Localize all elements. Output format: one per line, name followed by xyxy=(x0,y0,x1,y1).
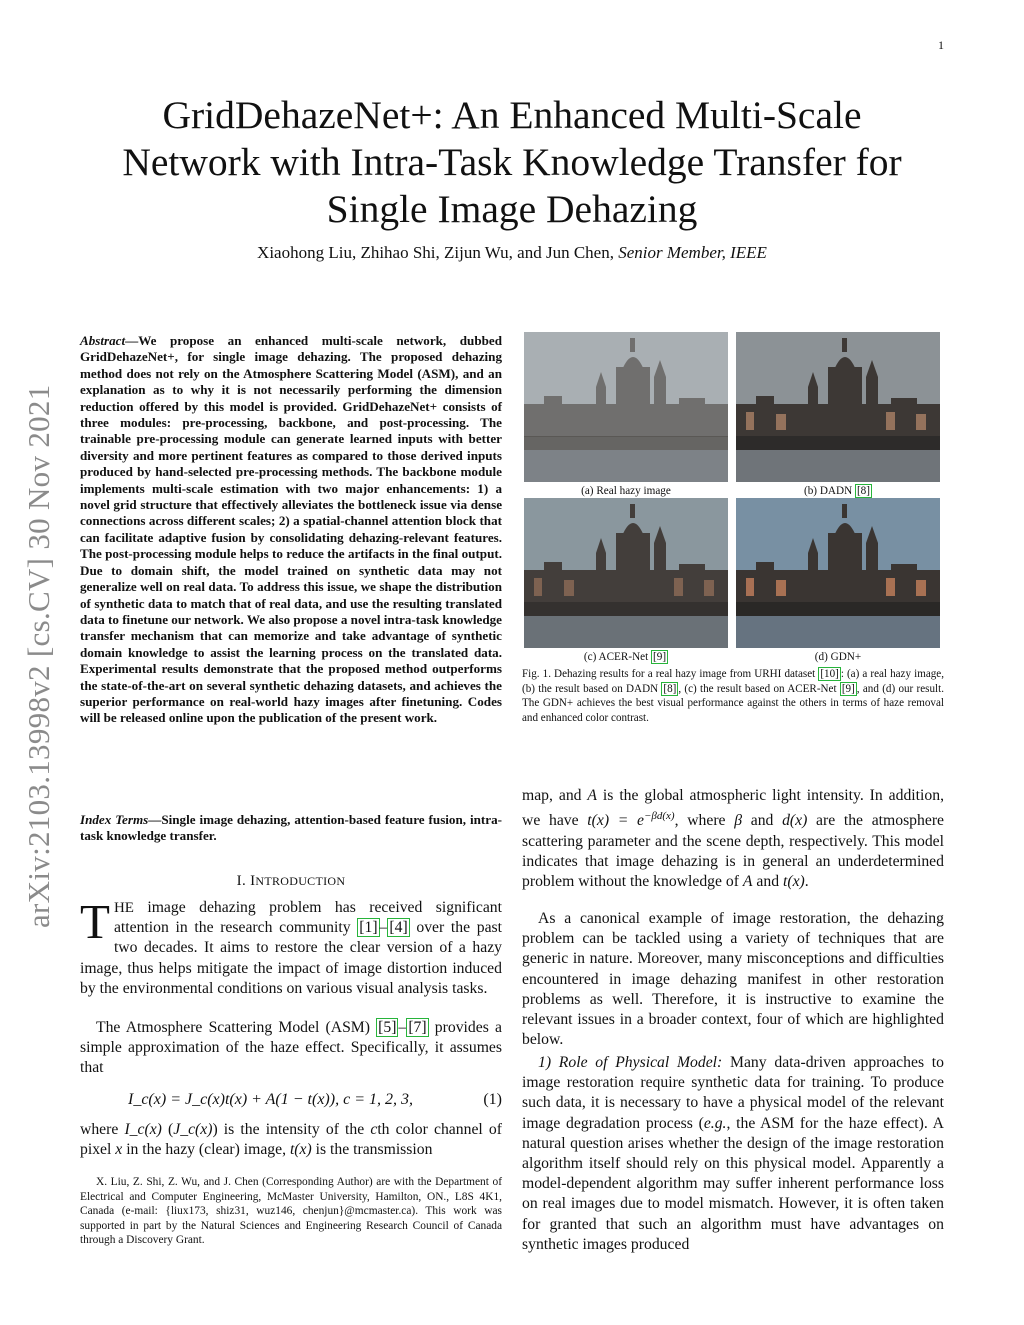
body-text: As a canonical example of image restoration, the dehazing problem can be tackled using a variety of techniques that are generic in nature. Moreover, many misconceptions and difficulties encountered in image dehazing manifest in other restoration problems as well. Therefore, it is instructive to examine the relevant issues in a broader context, four of which are highlighted below. xyxy=(522,910,944,1049)
dadn-result-image xyxy=(736,332,940,482)
intro-text: provides a simple approximation of the haze effect. Specifically, it assumes that xyxy=(80,1019,502,1077)
hazy-image xyxy=(524,332,728,482)
body-text: and xyxy=(742,812,783,830)
gdn-plus-result-image xyxy=(736,498,940,648)
section-cap: I xyxy=(250,873,256,889)
author-list xyxy=(80,243,944,263)
body-text: , where xyxy=(674,812,735,830)
figure-caption xyxy=(522,667,944,725)
dash: – xyxy=(379,919,388,937)
math-inline: J_c(x) xyxy=(173,1121,213,1138)
math-inline: t(x) xyxy=(782,873,805,891)
citation-link[interactable]: [8] xyxy=(663,682,677,695)
math-inline: t(x) xyxy=(289,1141,312,1159)
panel-label xyxy=(524,651,728,663)
intro-text: ( xyxy=(161,1121,174,1138)
intro-text: in the hazy (clear) image, xyxy=(122,1141,290,1159)
caption-text: , (c) the result based on ACER-Net xyxy=(678,682,840,695)
footnote: X. Liu, Z. Shi, Z. Wu, and J. Chen (Corresponding Author) are with the Department of Electrical and Computer Engineering, McMaster University, Hamilton, ON., L8S 4K1, Canada (e-mail: {liux173, shiz31, wuz146, chenjun}@mcmaster.ca). This work was supported in part by the Natural Sciences and Engineering Research Council of Canada through a Discovery Grant. xyxy=(80,1176,502,1247)
citation-link[interactable]: [9] xyxy=(841,682,855,695)
intro-paragraph-1 xyxy=(80,894,503,999)
section-numeral: I. xyxy=(236,873,251,889)
body-text-italic: e.g. xyxy=(703,1114,727,1132)
citation-link[interactable]: [10] xyxy=(820,668,839,680)
panel-label xyxy=(736,485,940,497)
title-line: GridDehazeNet+: An Enhanced Multi-Scale xyxy=(162,93,862,137)
drop-cap: T xyxy=(80,894,110,949)
panel-label-text: (b) DADN xyxy=(803,485,855,497)
right-paragraph-1 xyxy=(522,786,944,892)
intro-text: where xyxy=(80,1121,125,1138)
math-inline: t(x) = e xyxy=(587,812,644,830)
citation-link[interactable]: [1] xyxy=(359,919,378,937)
body-text: is the global atmospheric light intensity. In addition, we have xyxy=(522,787,944,830)
intro-text: ) is the intensity of the xyxy=(212,1121,371,1138)
math-inline: x xyxy=(115,1141,123,1159)
body-text: map, and xyxy=(522,787,588,804)
author-names: Xiaohong Liu, Zhihao Shi, Zijun Wu, and Jun Chen, xyxy=(257,243,614,262)
section-rest: NTRODUCTION xyxy=(255,874,346,888)
citation-link[interactable]: [8] xyxy=(856,485,870,497)
equation-body: I_c(x) = J_c(x)t(x) + A(1 − t(x)), c = 1, 2, 3, xyxy=(128,1091,413,1108)
abstract xyxy=(80,333,502,727)
equation-number: (1) xyxy=(483,1091,502,1108)
intro-paragraph-3 xyxy=(80,1120,502,1160)
citation-link[interactable]: [7] xyxy=(408,1019,427,1036)
caption-text: Fig. 1. Dehazing results for a real hazy image from URHI dataset xyxy=(522,668,819,680)
subsection-heading: 1) Role of Physical Model: xyxy=(538,1054,723,1071)
paper-title xyxy=(80,92,944,233)
math-inline: d(x) xyxy=(782,812,808,830)
page-number: 1 xyxy=(938,38,944,52)
equation-1 xyxy=(80,1091,502,1113)
body-text: . xyxy=(804,873,809,891)
dash: – xyxy=(398,1019,407,1036)
abstract-lead: Abstract xyxy=(80,333,126,348)
abstract-text: —We propose an enhanced multi-scale network, dubbed GridDehazeNet+, for single image dehazing. The proposed dehazing method does not rely on the Atmosphere Scattering Model (ASM), and an explanation as to why it is not necessarily performing the dimension reduction offered by this model is provided. GridDehazeNet+ consists of three modules: pre-processing, backbone, and post-processing. The trainable pre-processing module can generate learned inputs with better diversity and more pertinent features as compared to those derived inputs produced by hand-selected pre-processing methods. The backbone module implements multi-scale estimation with two major enhancements: 1) a novel grid structure that effectively alleviates the bottleneck issue via dense connections across different scales; 2) a spatial-channel attention block that can facilitate adaptive fusion by consolidating dehazing-relevant features. The post-processing module helps to reduce the artifacts in the final output. Due to domain shift, the model trained on synthetic data may not generalize well on real data. To address this issue, we shape the distribution of synthetic data to match that of real data, and use the resulting translated data to finetune our network. We also propose a novel intra-task knowledge transfer mechanism that can memorize and take advantage of synthetic domain knowledge to assist the learning process on the translated data. Experimental results demonstrate that the proposed method outperforms the state-of-the-art on several synthetic dehazing datasets, and achieves the superior performance on real-world hazy images after finetuning. Codes will be released online upon the publication of the present work. xyxy=(80,333,502,726)
right-paragraph-3 xyxy=(522,1053,944,1255)
intro-text: th color channel of pixel xyxy=(80,1121,502,1159)
figure-1 xyxy=(522,332,944,662)
intro-text: over the past two decades. It aims to restore the clear version of a hazy image, thus helps mitigate the impact of image distortion induced by the environmental conditions on various visual analysis tasks. xyxy=(80,919,503,997)
citation-link[interactable]: [5] xyxy=(378,1019,397,1036)
math-inline: I_c(x) xyxy=(124,1121,162,1138)
section-heading xyxy=(80,873,502,890)
math-inline: A xyxy=(587,787,598,804)
title-line: Network with Intra-Task Knowledge Transfer for xyxy=(122,140,902,184)
math-inline: c xyxy=(370,1121,378,1138)
panel-label xyxy=(736,651,940,663)
intro-text: is the transmission xyxy=(311,1141,433,1159)
intro-paragraph-2 xyxy=(80,1018,502,1079)
citation-link[interactable]: [4] xyxy=(389,919,408,937)
body-text: and xyxy=(752,873,783,891)
panel-label-text: (d) GDN+ xyxy=(814,651,862,663)
arxiv-identifier[interactable]: arXiv:2103.13998v2 [cs.CV] 30 Nov 2021 xyxy=(21,384,56,928)
body-text: , the ASM for the haze effect). A natural question arises whether the design of the image restoration algorithm itself should rely on this physical model. Apparently a model-dependent algorithm may suffer inherent performance loss on real images due to model mismatch. However, it is often taken for granted that such an algorithm must have advantages on synthetic images produced xyxy=(522,1114,944,1253)
right-paragraph-2 xyxy=(522,909,944,1050)
panel-label-text: (c) ACER-Net xyxy=(583,651,652,663)
acer-net-result-image xyxy=(524,498,728,648)
intro-cap-word: HE xyxy=(113,900,134,916)
caption-text: : (a) a real hazy image, (b) the result based on DADN xyxy=(522,668,944,695)
index-terms-text: —Single image dehazing, attention-based feature fusion, intra-task knowledge transfer. xyxy=(80,812,502,844)
math-superscript: −βd(x) xyxy=(643,810,675,823)
index-terms xyxy=(80,812,502,845)
panel-label xyxy=(524,485,728,497)
body-text: Many data-driven approaches to image restoration require synthetic data for training. To produce such data, it is necessary to have a physical model of the relevant image degradation process ( xyxy=(522,1054,944,1132)
citation-link[interactable]: [9] xyxy=(653,651,667,663)
math-inline: A xyxy=(742,873,753,891)
body-text: are the atmosphere scattering parameter and the scene depth, respectively. This model indicates that image dehazing is in general an underdetermined problem without the knowledge of xyxy=(522,812,945,891)
author-affiliation: Senior Member, IEEE xyxy=(618,243,767,262)
caption-text: , and (d) our result. The GDN+ achieves the best visual performance against the others in terms of haze removal and enhanced color contrast. xyxy=(522,682,944,724)
math-inline: β xyxy=(734,812,743,830)
title-line: Single Image Dehazing xyxy=(326,187,698,231)
index-terms-lead: Index Terms xyxy=(80,812,149,827)
intro-text: The Atmosphere Scattering Model (ASM) xyxy=(96,1019,377,1036)
panel-label-text: (a) Real hazy image xyxy=(581,485,671,497)
intro-text: image dehazing problem has received significant attention in the research community xyxy=(113,899,502,937)
